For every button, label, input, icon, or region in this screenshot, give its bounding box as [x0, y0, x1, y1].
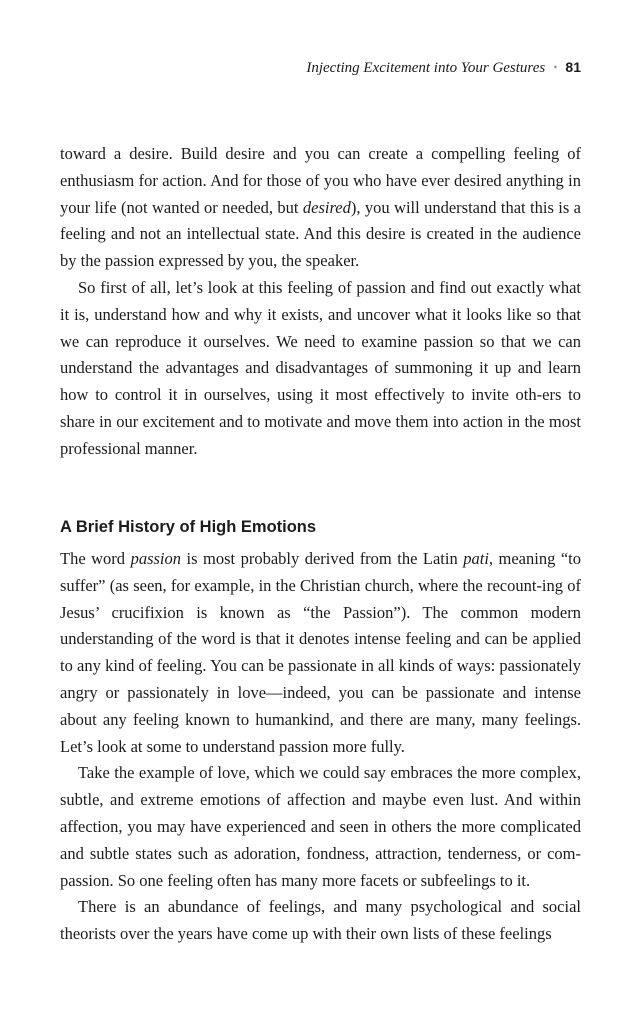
italic-span: pati	[463, 549, 489, 568]
paragraph	[60, 760, 581, 894]
italic-span: desired	[302, 197, 351, 217]
section-heading: A Brief History of High Emotions	[60, 518, 317, 536]
paragraph	[60, 546, 581, 760]
paragraph	[60, 894, 581, 948]
text-span: ), you will understand that this is a feeling and not an intellectual state. And this desire is created in the audience by the passion expressed by you, the speaker.	[60, 197, 581, 271]
running-head-bullet: •	[553, 60, 558, 74]
page-number: 81	[565, 59, 581, 75]
text-block-intro	[60, 141, 581, 463]
text-span: is most probably derived from the Latin	[181, 549, 464, 568]
paragraph	[60, 141, 581, 275]
paragraph	[60, 275, 581, 463]
text-span: Take the example of love, which we could say embraces the more complex, subtle, and extreme emotions of affection and maybe even lust. And within affection, you may have experienced and seen in others the more complicated and subtle states such as adoration, fondness, attraction, tenderness, or com-passion. So one feeling often has many more facets or subfeelings to it.	[60, 763, 581, 890]
italic-span: passion	[130, 549, 181, 568]
text-span: There is an abundance of feelings, and many psychological and social theorists over the years have come up with their own lists of these feelings	[60, 897, 581, 944]
text-span: , meaning “to suffer” (as seen, for example, in the Christian church, where the recount-ing of Jesus’ crucifixion is known as “the Passion”). The common modern understanding of the word is that it denotes intense feeling and can be applied to any kind of feeling. You can be passionate in all kinds of ways: passionately angry or passionately in love—indeed, you can be passionate and intense about any feeling known to humankind, and there are many, many feelings. Let’s look at some to understand passion more fully.	[60, 549, 581, 756]
text-block-history	[60, 546, 581, 948]
running-head	[306, 56, 581, 79]
text-span: So first of all, let’s look at this feeling of passion and find out exactly what it is, understand how and why it exists, and uncover what it looks like so that we can reproduce it ourselves. We need to examine passion so that we can understand the advantages and disadvantages of summoning it up and learn how to control it in ourselves, using it most effectively to invite oth-ers to share in our excitement and to motivate and move them into action in the most professional manner.	[60, 277, 581, 458]
text-span: toward a desire. Build desire and you can create a compelling feeling of enthusiasm for action. And for those of you who have ever desired anything in your life (not wanted or needed, but	[60, 144, 581, 217]
text-span: The word	[60, 549, 131, 568]
running-head-title: Injecting Excitement into Your Gestures	[306, 60, 546, 76]
